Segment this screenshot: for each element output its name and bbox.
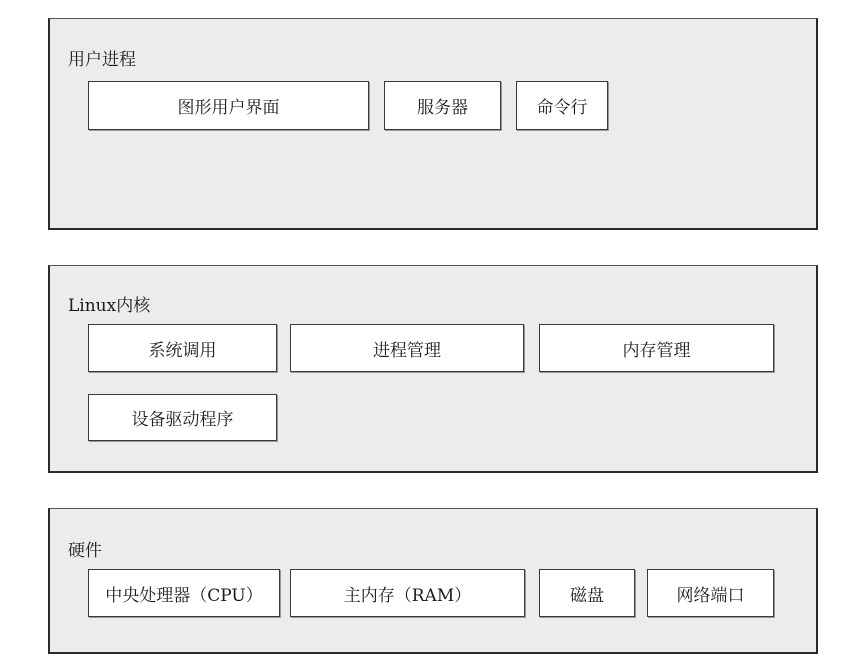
hardware-layer: [48, 508, 818, 654]
server-component: 服务器: [384, 81, 501, 130]
user-processes-title: 用户进程: [68, 50, 136, 70]
linux-kernel-title: Linux内核: [68, 296, 151, 316]
gui-component: 图形用户界面: [88, 81, 369, 130]
user-processes-layer: [48, 18, 818, 230]
disk-component: 磁盘: [539, 569, 635, 617]
cpu-component: 中央处理器（CPU）: [88, 569, 280, 617]
process-management-component: 进程管理: [290, 324, 524, 372]
linux-kernel-layer: [48, 265, 818, 473]
memory-management-component: 内存管理: [539, 324, 774, 372]
system-calls-component: 系统调用: [88, 324, 277, 372]
network-port-component: 网络端口: [647, 569, 774, 617]
hardware-title: 硬件: [68, 541, 102, 561]
device-drivers-component: 设备驱动程序: [88, 394, 277, 441]
command-line-component: 命令行: [516, 81, 608, 130]
ram-component: 主内存（RAM）: [290, 569, 525, 617]
